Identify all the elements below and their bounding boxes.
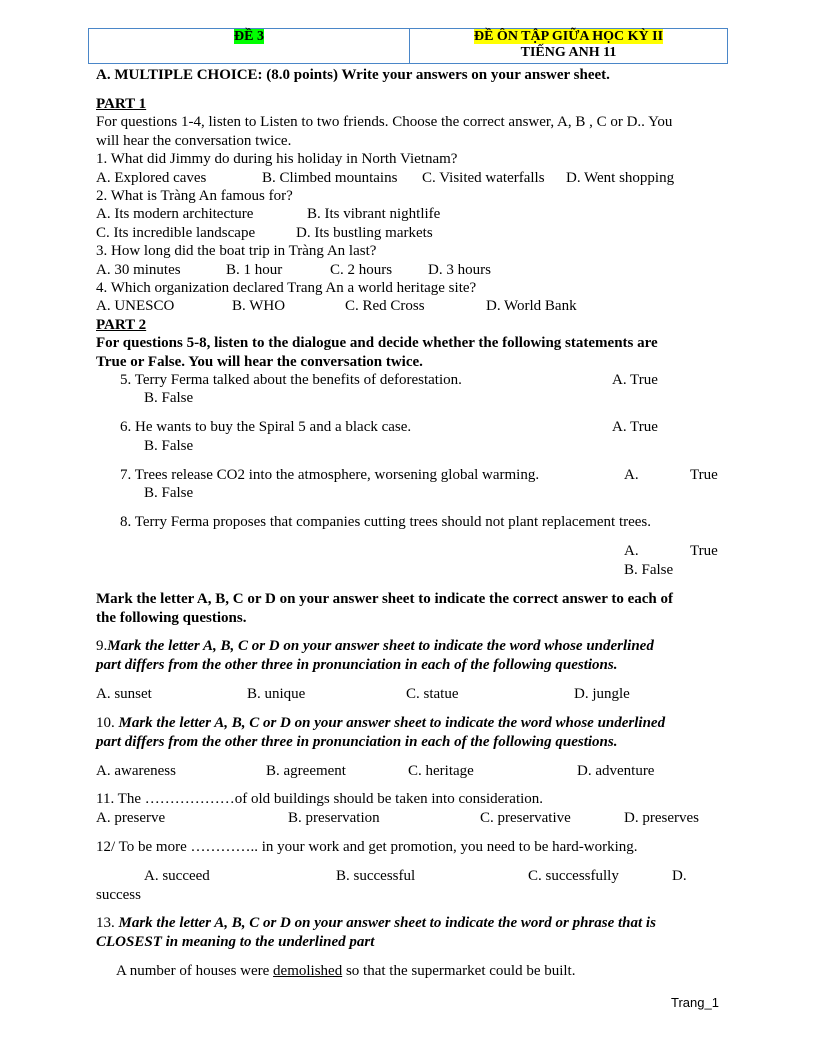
q13-instruction-text: Mark the letter A, B, C or D on your answer sheet to indicate the word or phrase that is [118,915,656,931]
part2-instruction-bold: For questions 5-8 [96,335,207,351]
exam-code: ĐỀ 3 [234,29,264,44]
part2-instruction-line1 [96,334,658,352]
q11-stem: 11. The ………………of old buildings should be taken into consideration. [96,791,544,807]
q6-option-a: A. True [612,419,658,435]
q4-option-d: D. World Bank [486,298,577,314]
q13-instruction-line2: CLOSEST in meaning to the underlined part [96,934,375,950]
q13-underlined-word: demolished [273,963,343,979]
q10-instruction-line1 [96,714,665,732]
q3-stem: 3. How long did the boat trip in Tràng An last? [96,243,377,259]
section-a-heading: A. MULTIPLE CHOICE: (8.0 points) Write your answers on your answer sheet. [96,67,610,83]
q3-option-b: B. 1 hour [226,262,283,278]
q1-option-b: B. Climbed mountains [262,170,398,186]
q11-option-a: A. preserve [96,810,166,826]
q11-option-b: B. preservation [288,810,380,826]
q8-option-a-letter: A. [624,543,639,559]
q5-option-a: A. True [612,372,658,388]
q9-option-d: D. jungle [574,686,630,702]
part2-instruction-rest: , listen to the dialogue and decide whether the following statements are [206,335,658,351]
q9-option-a: A. sunset [96,686,152,702]
q1-option-c: C. Visited waterfalls [422,170,545,186]
q10-option-c: C. heritage [408,763,474,779]
header-left-cell [89,29,410,64]
q6-option-b: B. False [144,438,194,454]
q13-instruction-line1 [96,914,656,932]
q12-option-b: B. successful [336,868,416,884]
q5-option-b: B. False [144,390,194,406]
q13-sentence [116,962,575,980]
q7-stem: 7. Trees release CO2 into the atmosphere, worsening global warming. [120,467,540,483]
q10-option-d: D. adventure [577,763,655,779]
q13-sentence-post: so that the supermarket could be built. [342,963,576,979]
header-table [88,28,728,64]
q10-option-a: A. awareness [96,763,176,779]
part1-title: PART 1 [96,96,147,112]
q9-option-b: B. unique [247,686,306,702]
q11-option-c: C. preservative [480,810,571,826]
q9-instruction-line1 [96,637,654,655]
q10-number: 10. [96,715,119,731]
page-footer: Trang_1 [671,995,719,1010]
q6-stem: 6. He wants to buy the Spiral 5 and a black case. [120,419,412,435]
q2-option-d: D. Its bustling markets [296,225,433,241]
q10-option-b: B. agreement [266,763,346,779]
q5-stem: 5. Terry Ferma talked about the benefits of deforestation. [120,372,462,388]
q8-stem: 8. Terry Ferma proposes that companies cutting trees should not plant replacement trees. [120,514,652,530]
exam-title: ĐỀ ÔN TẬP GIỮA HỌC KỲ II [473,29,664,44]
q12-option-d-text: success [96,887,141,903]
q9-number: 9. [96,638,108,654]
q12-stem: 12/ To be more ………….. in your work and get promotion, you need to be hard-working. [96,839,638,855]
q2-option-c: C. Its incredible landscape [96,225,256,241]
mark-heading-line2: the following questions. [96,610,247,626]
q13-number: 13. [96,915,119,931]
q4-stem: 4. Which organization declared Trang An a world heritage site? [96,280,477,296]
q3-option-d: D. 3 hours [428,262,491,278]
q12-option-c: C. successfully [528,868,619,884]
q1-option-a: A. Explored caves [96,170,207,186]
q3-option-c: C. 2 hours [330,262,393,278]
q1-stem: 1. What did Jimmy do during his holiday in North Vietnam? [96,151,458,167]
q2-option-b: B. Its vibrant nightlife [307,206,441,222]
q1-option-d: D. Went shopping [566,170,675,186]
q12-option-d-letter: D. [672,868,687,884]
q11-option-d: D. preserves [624,810,699,826]
q4-option-b: B. WHO [232,298,286,314]
q9-instruction-text: Mark the letter A, B, C or D on your answer sheet to indicate the word whose underlined [107,638,654,654]
q4-option-a: A. UNESCO [96,298,175,314]
part2-title: PART 2 [96,317,147,333]
q3-option-a: A. 30 minutes [96,262,181,278]
q10-instruction-line2: part differs from the other three in pronunciation in each of the following questions. [96,734,618,750]
q10-instruction-text: Mark the letter A, B, C or D on your answer sheet to indicate the word whose underlined [118,715,666,731]
part1-instruction-line1: For questions 1-4, listen to Listen to two friends. Choose the correct answer, A, B , C or D.. You [96,114,673,130]
q9-instruction-line2: part differs from the other three in pronunciation in each of the following questions. [96,657,618,673]
q7-option-a-letter: A. [624,467,639,483]
mark-heading-line1: Mark the letter A, B, C or D on your answer sheet to indicate the correct answer to each of [96,591,673,607]
part2-instruction-line2: True or False. You will hear the conversation twice. [96,354,423,370]
q8-option-a-text: True [690,543,718,559]
part1-instruction-line2: will hear the conversation twice. [96,133,292,149]
q7-option-a-text: True [690,467,718,483]
q13-sentence-pre: A number of houses were [116,963,274,979]
q4-option-c: C. Red Cross [345,298,425,314]
q12-option-a: A. succeed [144,868,210,884]
q8-option-b: B. False [624,562,674,578]
q7-option-b: B. False [144,485,194,501]
q2-stem: 2. What is Tràng An famous for? [96,188,293,204]
q2-option-a: A. Its modern architecture [96,206,254,222]
header-right-cell [410,29,728,64]
exam-subject: TIẾNG ANH 11 [520,45,617,60]
q9-option-c: C. statue [406,686,459,702]
